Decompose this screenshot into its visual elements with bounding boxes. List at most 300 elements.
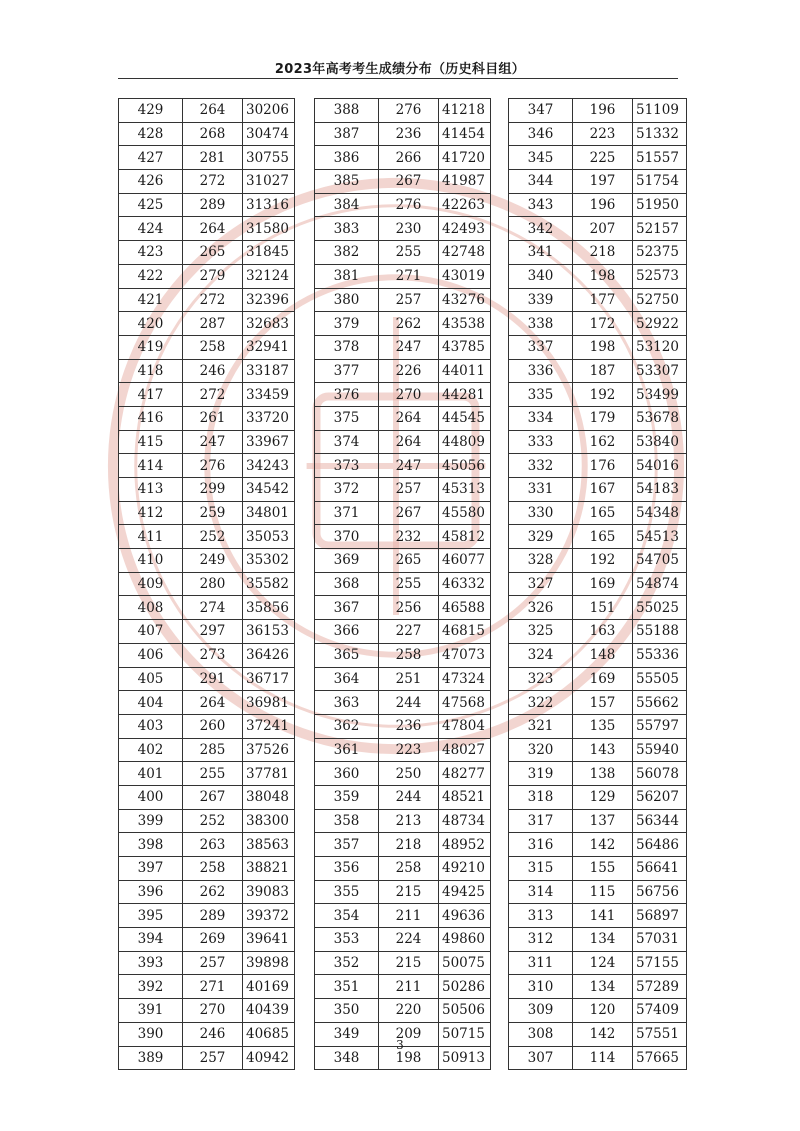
table-row [315,549,491,573]
score-cell: 410 [119,549,183,573]
cumulative-cell: 54348 [633,501,687,525]
score-cell: 423 [119,241,183,265]
table-row [509,525,687,549]
score-cell: 314 [509,880,573,904]
count-cell: 258 [183,857,243,881]
count-cell: 141 [573,904,633,928]
score-cell: 396 [119,880,183,904]
cumulative-cell: 45313 [439,478,491,502]
table-row [119,193,295,217]
cumulative-cell: 41987 [439,170,491,194]
score-cell: 371 [315,501,379,525]
cumulative-cell: 36153 [243,620,295,644]
table-row [315,383,491,407]
cumulative-cell: 52922 [633,312,687,336]
cumulative-cell: 34542 [243,478,295,502]
cumulative-cell: 52573 [633,264,687,288]
table-row [315,335,491,359]
table-row [509,241,687,265]
cumulative-cell: 39641 [243,928,295,952]
table-row [119,951,295,975]
count-cell: 244 [379,785,439,809]
score-cell: 328 [509,549,573,573]
cumulative-cell: 41218 [439,99,491,123]
score-cell: 372 [315,478,379,502]
score-cell: 333 [509,430,573,454]
table-row [509,762,687,786]
cumulative-cell: 46815 [439,620,491,644]
score-cell: 317 [509,809,573,833]
count-cell: 252 [183,525,243,549]
cumulative-cell: 54513 [633,525,687,549]
count-cell: 179 [573,406,633,430]
table-row [119,217,295,241]
cumulative-cell: 44011 [439,359,491,383]
count-cell: 226 [379,359,439,383]
cumulative-cell: 32941 [243,335,295,359]
table-row [119,928,295,952]
cumulative-cell: 38563 [243,833,295,857]
score-cell: 322 [509,691,573,715]
score-cell: 346 [509,122,573,146]
count-cell: 120 [573,999,633,1023]
count-cell: 157 [573,691,633,715]
cumulative-cell: 55025 [633,596,687,620]
count-cell: 297 [183,620,243,644]
cumulative-cell: 57289 [633,975,687,999]
table-row [315,501,491,525]
count-cell: 223 [573,122,633,146]
cumulative-cell: 54705 [633,549,687,573]
score-cell: 320 [509,738,573,762]
score-cell: 382 [315,241,379,265]
cumulative-cell: 47324 [439,667,491,691]
score-cell: 383 [315,217,379,241]
count-cell: 279 [183,264,243,288]
count-cell: 198 [573,335,633,359]
count-cell: 269 [183,928,243,952]
table-row [119,501,295,525]
cumulative-cell: 32124 [243,264,295,288]
table-row [119,785,295,809]
cumulative-cell: 44281 [439,383,491,407]
count-cell: 142 [573,833,633,857]
table-row [315,880,491,904]
table-row [315,596,491,620]
score-cell: 385 [315,170,379,194]
count-cell: 272 [183,170,243,194]
table-row [509,288,687,312]
score-cell: 400 [119,785,183,809]
score-cell: 349 [315,1022,379,1046]
score-cell: 407 [119,620,183,644]
cumulative-cell: 56756 [633,880,687,904]
score-cell: 340 [509,264,573,288]
score-cell: 366 [315,620,379,644]
count-cell: 227 [379,620,439,644]
cumulative-cell: 46077 [439,549,491,573]
table-row [315,620,491,644]
table-row [509,146,687,170]
count-cell: 142 [573,1022,633,1046]
score-table-1 [118,98,295,1070]
table-row [509,430,687,454]
score-cell: 309 [509,999,573,1023]
score-cell: 368 [315,572,379,596]
count-cell: 260 [183,714,243,738]
count-cell: 250 [379,762,439,786]
count-cell: 281 [183,146,243,170]
count-cell: 258 [379,857,439,881]
score-cell: 414 [119,454,183,478]
score-cell: 409 [119,572,183,596]
score-cell: 381 [315,264,379,288]
score-cell: 353 [315,928,379,952]
cumulative-cell: 43538 [439,312,491,336]
table-row [119,312,295,336]
cumulative-cell: 55797 [633,714,687,738]
score-cell: 370 [315,525,379,549]
cumulative-cell: 53678 [633,406,687,430]
count-cell: 273 [183,643,243,667]
score-cell: 373 [315,454,379,478]
score-cell: 363 [315,691,379,715]
table-row [509,833,687,857]
table-row [315,738,491,762]
count-cell: 129 [573,785,633,809]
cumulative-cell: 33459 [243,383,295,407]
count-cell: 236 [379,122,439,146]
table-row [509,478,687,502]
table-row [509,335,687,359]
score-cell: 393 [119,951,183,975]
score-cell: 355 [315,880,379,904]
score-cell: 315 [509,857,573,881]
score-cell: 321 [509,714,573,738]
count-cell: 264 [183,99,243,123]
score-cell: 374 [315,430,379,454]
table-row [315,928,491,952]
count-cell: 257 [379,478,439,502]
table-row [315,170,491,194]
count-cell: 249 [183,549,243,573]
count-cell: 198 [379,1046,439,1070]
cumulative-cell: 43785 [439,335,491,359]
table-row [509,975,687,999]
count-cell: 252 [183,809,243,833]
cumulative-cell: 54874 [633,572,687,596]
table-row [119,406,295,430]
cumulative-cell: 40942 [243,1046,295,1070]
count-cell: 225 [573,146,633,170]
cumulative-cell: 50715 [439,1022,491,1046]
count-cell: 289 [183,904,243,928]
cumulative-cell: 41720 [439,146,491,170]
table-row [119,454,295,478]
count-cell: 163 [573,620,633,644]
score-cell: 324 [509,643,573,667]
cumulative-cell: 31027 [243,170,295,194]
count-cell: 218 [573,241,633,265]
count-cell: 267 [379,170,439,194]
score-table-3 [508,98,687,1070]
count-cell: 246 [183,359,243,383]
cumulative-cell: 50075 [439,951,491,975]
score-cell: 334 [509,406,573,430]
count-cell: 215 [379,951,439,975]
cumulative-cell: 50913 [439,1046,491,1070]
count-cell: 265 [183,241,243,265]
count-cell: 176 [573,454,633,478]
score-cell: 359 [315,785,379,809]
score-cell: 356 [315,857,379,881]
cumulative-cell: 57031 [633,928,687,952]
count-cell: 137 [573,809,633,833]
cumulative-cell: 37526 [243,738,295,762]
score-cell: 406 [119,643,183,667]
cumulative-cell: 52750 [633,288,687,312]
count-cell: 256 [379,596,439,620]
count-cell: 247 [379,454,439,478]
score-cell: 376 [315,383,379,407]
count-cell: 264 [183,691,243,715]
score-cell: 413 [119,478,183,502]
count-cell: 169 [573,572,633,596]
cumulative-cell: 56344 [633,809,687,833]
score-cell: 427 [119,146,183,170]
cumulative-cell: 33187 [243,359,295,383]
table-row [509,643,687,667]
count-cell: 134 [573,975,633,999]
table-row [315,264,491,288]
count-cell: 209 [379,1022,439,1046]
count-cell: 218 [379,833,439,857]
table-row [119,264,295,288]
score-cell: 392 [119,975,183,999]
score-cell: 367 [315,596,379,620]
score-cell: 361 [315,738,379,762]
score-cell: 330 [509,501,573,525]
table-row [315,193,491,217]
table-row [315,762,491,786]
cumulative-cell: 47073 [439,643,491,667]
table-row [509,691,687,715]
cumulative-cell: 57409 [633,999,687,1023]
count-cell: 223 [379,738,439,762]
score-cell: 426 [119,170,183,194]
cumulative-cell: 37781 [243,762,295,786]
cumulative-cell: 31845 [243,241,295,265]
score-cell: 312 [509,928,573,952]
count-cell: 196 [573,99,633,123]
count-cell: 187 [573,359,633,383]
score-table-2 [314,98,491,1070]
score-cell: 411 [119,525,183,549]
table-row [509,217,687,241]
score-cell: 311 [509,951,573,975]
cumulative-cell: 32396 [243,288,295,312]
count-cell: 255 [379,241,439,265]
table-row [315,406,491,430]
cumulative-cell: 56207 [633,785,687,809]
score-cell: 337 [509,335,573,359]
score-cell: 375 [315,406,379,430]
count-cell: 220 [379,999,439,1023]
cumulative-cell: 48521 [439,785,491,809]
table-row [315,478,491,502]
table-row [315,951,491,975]
count-cell: 148 [573,643,633,667]
cumulative-cell: 51557 [633,146,687,170]
table-row [509,406,687,430]
cumulative-cell: 55940 [633,738,687,762]
count-cell: 272 [183,383,243,407]
cumulative-cell: 55188 [633,620,687,644]
table-row [119,335,295,359]
score-cell: 319 [509,762,573,786]
cumulative-cell: 33720 [243,406,295,430]
score-cell: 429 [119,99,183,123]
page-title: 2023年高考考生成绩分布（历史科目组） [274,62,526,77]
table-row [315,241,491,265]
cumulative-cell: 56486 [633,833,687,857]
score-cell: 387 [315,122,379,146]
cumulative-cell: 30206 [243,99,295,123]
cumulative-cell: 56641 [633,857,687,881]
cumulative-cell: 33967 [243,430,295,454]
cumulative-cell: 43019 [439,264,491,288]
cumulative-cell: 51950 [633,193,687,217]
cumulative-cell: 53499 [633,383,687,407]
cumulative-cell: 36981 [243,691,295,715]
table-row [509,549,687,573]
cumulative-cell: 42493 [439,217,491,241]
cumulative-cell: 38048 [243,785,295,809]
score-cell: 384 [315,193,379,217]
table-row [119,667,295,691]
score-cell: 390 [119,1022,183,1046]
cumulative-cell: 36426 [243,643,295,667]
count-cell: 299 [183,478,243,502]
count-cell: 262 [379,312,439,336]
table-row [315,785,491,809]
count-cell: 135 [573,714,633,738]
count-cell: 198 [573,264,633,288]
cumulative-cell: 55662 [633,691,687,715]
cumulative-cell: 53307 [633,359,687,383]
score-cell: 404 [119,691,183,715]
table-row [315,359,491,383]
count-cell: 276 [183,454,243,478]
cumulative-cell: 30474 [243,122,295,146]
table-row [509,999,687,1023]
count-cell: 197 [573,170,633,194]
table-row [315,288,491,312]
table-row [119,288,295,312]
score-cell: 325 [509,620,573,644]
score-cell: 352 [315,951,379,975]
score-cell: 345 [509,146,573,170]
table-row [119,549,295,573]
cumulative-cell: 43276 [439,288,491,312]
score-cell: 395 [119,904,183,928]
count-cell: 215 [379,880,439,904]
score-cell: 388 [315,99,379,123]
cumulative-cell: 40685 [243,1022,295,1046]
count-cell: 287 [183,312,243,336]
cumulative-cell: 48277 [439,762,491,786]
table-row [509,857,687,881]
table-row [119,596,295,620]
cumulative-cell: 56897 [633,904,687,928]
score-cell: 398 [119,833,183,857]
count-cell: 192 [573,383,633,407]
count-cell: 257 [183,951,243,975]
cumulative-cell: 37241 [243,714,295,738]
score-cell: 401 [119,762,183,786]
cumulative-cell: 54183 [633,478,687,502]
table-row [119,762,295,786]
score-cell: 341 [509,241,573,265]
cumulative-cell: 31580 [243,217,295,241]
score-cell: 358 [315,809,379,833]
count-cell: 155 [573,857,633,881]
cumulative-cell: 57551 [633,1022,687,1046]
table-row [119,904,295,928]
table-row [119,122,295,146]
header-divider [118,78,678,79]
count-cell: 151 [573,596,633,620]
score-cell: 307 [509,1046,573,1070]
score-cell: 335 [509,383,573,407]
cumulative-cell: 52375 [633,241,687,265]
table-row [315,714,491,738]
count-cell: 264 [183,217,243,241]
cumulative-cell: 50286 [439,975,491,999]
table-row [119,975,295,999]
count-cell: 246 [183,1022,243,1046]
cumulative-cell: 44545 [439,406,491,430]
score-cell: 377 [315,359,379,383]
cumulative-cell: 50506 [439,999,491,1023]
count-cell: 165 [573,501,633,525]
table-row [315,857,491,881]
cumulative-cell: 42748 [439,241,491,265]
score-cell: 391 [119,999,183,1023]
cumulative-cell: 49636 [439,904,491,928]
cumulative-cell: 31316 [243,193,295,217]
count-cell: 114 [573,1046,633,1070]
count-cell: 261 [183,406,243,430]
count-cell: 224 [379,928,439,952]
cumulative-cell: 53840 [633,430,687,454]
cumulative-cell: 49425 [439,880,491,904]
cumulative-cell: 35053 [243,525,295,549]
score-cell: 327 [509,572,573,596]
cumulative-cell: 40439 [243,999,295,1023]
table-row [315,999,491,1023]
table-row [119,833,295,857]
count-cell: 192 [573,549,633,573]
score-cell: 365 [315,643,379,667]
score-cell: 394 [119,928,183,952]
table-row [119,620,295,644]
cumulative-cell: 32683 [243,312,295,336]
score-cell: 362 [315,714,379,738]
score-cell: 378 [315,335,379,359]
cumulative-cell: 51332 [633,122,687,146]
score-cell: 405 [119,667,183,691]
